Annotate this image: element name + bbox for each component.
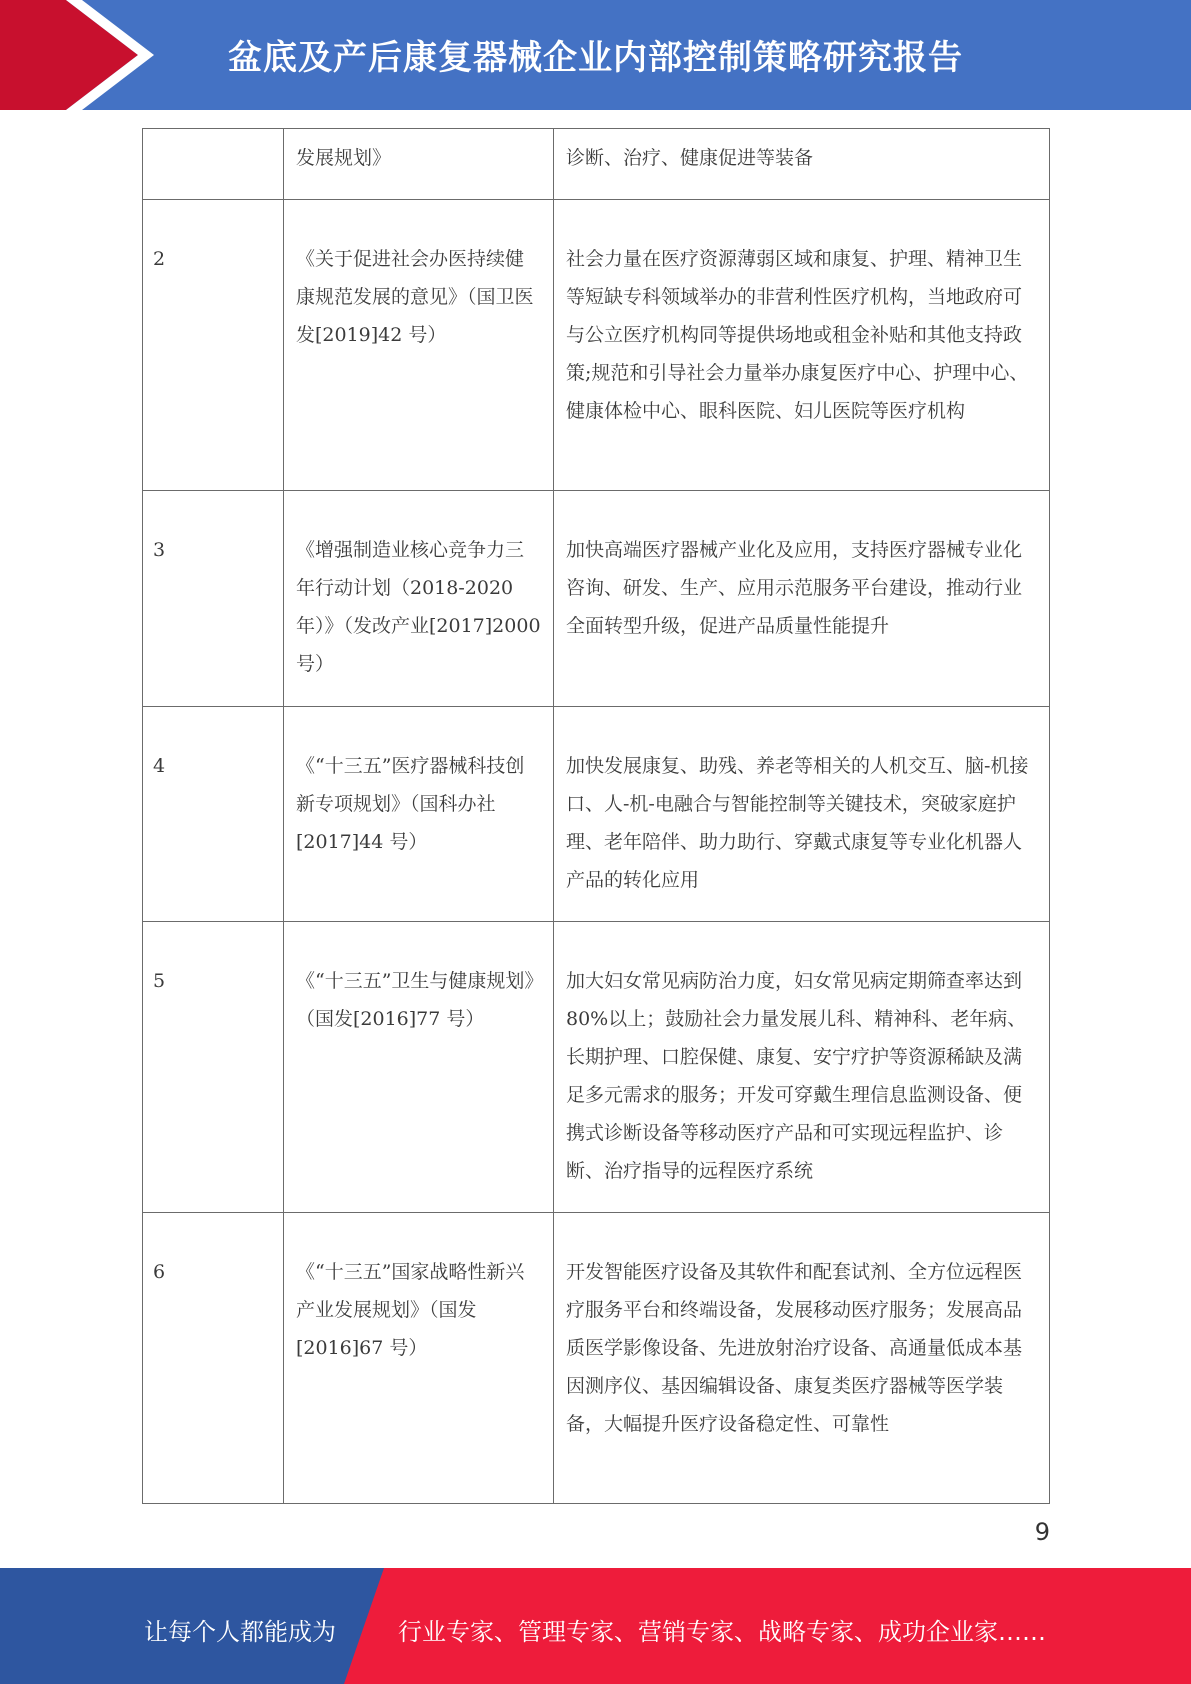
policy-document-cell: 《关于促进社会办医持续健康规范发展的意见》（国卫医发[2019]42 号） <box>284 200 554 491</box>
report-title: 盆底及产后康复器械企业内部控制策略研究报告 <box>228 38 963 78</box>
table-row <box>143 129 1050 200</box>
table-row <box>143 200 1050 491</box>
page-number: 9 <box>1034 1518 1050 1546</box>
policy-table <box>142 128 1050 1504</box>
policy-document-cell: 发展规划》 <box>284 129 554 200</box>
policy-document-cell: 《“十三五”医疗器械科技创新专项规划》（国科办社[2017]44 号） <box>284 707 554 922</box>
row-number-cell: 4 <box>143 707 284 922</box>
policy-content-cell: 社会力量在医疗资源薄弱区域和康复、护理、精神卫生等短缺专科领域举办的非营利性医疗机构，当地政府可与公立医疗机构同等提供场地或租金补贴和其他支持政策;规范和引导社会力量举办康复医疗中心、护理中心、健康体检中心、眼科医院、妇儿医院等医疗机构 <box>554 200 1050 491</box>
row-number-cell: 5 <box>143 922 284 1213</box>
table-row <box>143 707 1050 922</box>
table-row <box>143 922 1050 1213</box>
policy-document-cell: 《增强制造业核心竞争力三年行动计划（2018-2020 年）》（发改产业[2017]2000 号） <box>284 491 554 707</box>
row-number-cell <box>143 129 284 200</box>
row-number-cell: 6 <box>143 1213 284 1504</box>
table-row <box>143 1213 1050 1504</box>
policy-content-cell: 开发智能医疗设备及其软件和配套试剂、全方位远程医疗服务平台和终端设备，发展移动医疗服务；发展高品质医学影像设备、先进放射治疗设备、高通量低成本基因测序仪、基因编辑设备、康复类医疗器械等医学装备，大幅提升医疗设备稳定性、可靠性 <box>554 1213 1050 1504</box>
policy-content-cell: 诊断、治疗、健康促进等装备 <box>554 129 1050 200</box>
policy-document-cell: 《“十三五”国家战略性新兴产业发展规划》（国发[2016]67 号） <box>284 1213 554 1504</box>
row-number-cell: 2 <box>143 200 284 491</box>
footer-slogan-lead: 让每个人都能成为 <box>144 1618 336 1646</box>
footer-slogan-roles: 行业专家、管理专家、营销专家、战略专家、成功企业家…… <box>398 1618 1046 1646</box>
policy-content-cell: 加大妇女常见病防治力度，妇女常见病定期筛查率达到 80%以上；鼓励社会力量发展儿科、精神科、老年病、长期护理、口腔保健、康复、安宁疗护等资源稀缺及满足多元需求的服务；开发可穿戴生理信息监测设备、便携式诊断设备等移动医疗产品和可实现远程监护、诊断、治疗指导的远程医疗系统 <box>554 922 1050 1213</box>
policy-content-cell: 加快发展康复、助残、养老等相关的人机交互、脑-机接口、人-机-电融合与智能控制等关键技术，突破家庭护理、老年陪伴、助力助行、穿戴式康复等专业化机器人产品的转化应用 <box>554 707 1050 922</box>
table-row <box>143 491 1050 707</box>
footer-banner <box>0 1568 1191 1684</box>
policy-document-cell: 《“十三五”卫生与健康规划》（国发[2016]77 号） <box>284 922 554 1213</box>
row-number-cell: 3 <box>143 491 284 707</box>
header-banner <box>0 0 1191 110</box>
policy-content-cell: 加快高端医疗器械产业化及应用，支持医疗器械专业化咨询、研发、生产、应用示范服务平台建设，推动行业全面转型升级，促进产品质量性能提升 <box>554 491 1050 707</box>
